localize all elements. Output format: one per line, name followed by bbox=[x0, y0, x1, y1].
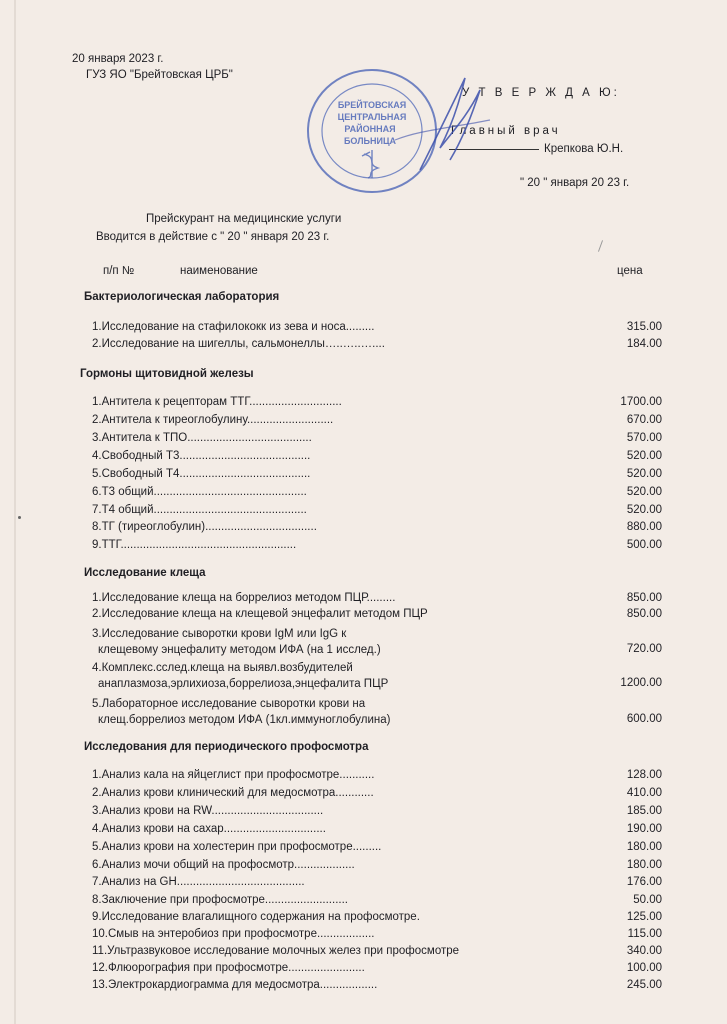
item-name: 13.Электрокардиограмма для медосмотра.................. bbox=[92, 979, 378, 991]
item-price: 1200.00 bbox=[620, 677, 662, 689]
caduceus-icon bbox=[362, 150, 378, 178]
item-name: 1.Анализ кала на яйцеглист при профосмотре........... bbox=[92, 769, 375, 781]
item-name: 9.Исследование влагалищного содержания на профосмотре. bbox=[92, 911, 420, 923]
organization-name: ГУЗ ЯО "Брейтовская ЦРБ" bbox=[86, 69, 233, 81]
item-name: 12.Флюорография при профосмотре........................ bbox=[92, 962, 365, 974]
price-item bbox=[92, 978, 662, 1006]
item-name: 10.Смыв на энтеробиоз при профосмотре.................. bbox=[92, 928, 375, 940]
item-price: 410.00 bbox=[626, 787, 662, 799]
item-price: 720.00 bbox=[626, 643, 662, 655]
item-price: 850.00 bbox=[626, 592, 662, 604]
item-price: 570.00 bbox=[626, 432, 662, 444]
item-name: 1.Исследование клеща на боррелиоз методом ПЦР......... bbox=[92, 592, 396, 604]
item-price: 500.00 bbox=[626, 539, 662, 551]
item-name: 3.Анализ крови на RW................................... bbox=[92, 805, 324, 817]
item-price: 180.00 bbox=[626, 841, 662, 853]
item-price: 520.00 bbox=[626, 486, 662, 498]
item-name: 9.ТТГ....................................................... bbox=[92, 539, 297, 551]
item-name: 8.Заключение при профосмотре.......................... bbox=[92, 894, 348, 906]
item-price: 115.00 bbox=[627, 928, 662, 940]
item-price: 880.00 bbox=[626, 521, 662, 533]
handwritten-signature bbox=[380, 70, 500, 180]
item-price: 125.00 bbox=[626, 911, 662, 923]
item-name: 3.Антитела к ТПО....................................... bbox=[92, 432, 312, 444]
item-name-continuation: анаплазмоза,эрлихиоза,боррелиоза,энцефалита ПЦР bbox=[98, 678, 389, 690]
item-name: 1.Исследование на стафилококк из зева и носа......... bbox=[92, 321, 375, 333]
item-name: 3.Исследование сыворотки крови IgM или IgG к bbox=[92, 628, 347, 640]
stamp-line-4: БОЛЬНИЦА bbox=[343, 136, 397, 146]
document-date: 20 января 2023 г. bbox=[72, 53, 164, 65]
item-name: 4.Свободный Т3......................................... bbox=[92, 450, 311, 462]
item-name: 11.Ультразвуковое исследование молочных желез при профосмотре bbox=[92, 945, 460, 957]
item-price: 176.00 bbox=[626, 876, 662, 888]
item-price: 128.00 bbox=[626, 769, 662, 781]
item-price: 520.00 bbox=[626, 450, 662, 462]
price-item bbox=[92, 627, 662, 659]
price-item bbox=[92, 538, 662, 566]
item-price: 245.00 bbox=[626, 979, 662, 991]
item-price: 600.00 bbox=[626, 713, 662, 725]
pen-mark bbox=[598, 240, 603, 252]
item-price: 315.00 bbox=[626, 321, 662, 333]
item-name: 2.Анализ крови клинический для медосмотра............ bbox=[92, 787, 374, 799]
item-price: 50.00 bbox=[633, 894, 662, 906]
approve-date: " 20 " января 20 23 г. bbox=[520, 177, 630, 189]
document-title: Прейскурант на медицинские услуги bbox=[146, 213, 342, 225]
item-name: 4.Комплекс.сслед.клеща на выявл.возбудителей bbox=[92, 662, 353, 674]
item-name: 5.Анализ крови на холестерин при профосмотре......... bbox=[92, 841, 382, 853]
item-price: 340.00 bbox=[626, 945, 662, 957]
item-name-continuation: клещ.боррелиоз методом ИФА (1кл.иммуноглобулина) bbox=[98, 714, 391, 726]
item-name: 8.ТГ (тиреоглобулин)................................... bbox=[92, 521, 317, 533]
price-item bbox=[92, 661, 662, 693]
item-price: 850.00 bbox=[626, 608, 662, 620]
item-name-continuation: клещевому энцефалиту методом ИФА (на 1 исслед.) bbox=[98, 644, 381, 656]
item-name: 2.Исследование клеща на клещевой энцефалит методом ПЦР bbox=[92, 608, 428, 620]
item-price: 185.00 bbox=[626, 805, 662, 817]
item-price: 670.00 bbox=[626, 414, 662, 426]
item-name: 2.Антитела к тиреоглобулину........................... bbox=[92, 414, 334, 426]
item-name: 7.Т4 общий................................................ bbox=[92, 504, 307, 516]
item-name: 5.Лабораторное исследование сыворотки крови на bbox=[92, 698, 366, 710]
item-name: 5.Свободный Т4......................................... bbox=[92, 468, 311, 480]
item-price: 100.00 bbox=[626, 962, 662, 974]
price-item bbox=[92, 697, 662, 729]
document-subtitle: Вводится в действие с " 20 " января 20 23 г. bbox=[96, 231, 330, 243]
section-title: Гормоны щитовидной железы bbox=[80, 368, 254, 380]
section-title: Бактериологическая лаборатория bbox=[84, 291, 280, 303]
column-price-header: цена bbox=[617, 265, 643, 277]
section-title: Исследования для периодического профосмотра bbox=[84, 741, 369, 753]
price-item bbox=[92, 337, 662, 365]
section-title: Исследование клеща bbox=[84, 567, 206, 579]
item-price: 520.00 bbox=[626, 504, 662, 516]
approve-heading: У Т В Е Р Ж Д А Ю: bbox=[462, 87, 620, 99]
item-name: 6.Анализ мочи общий на профосмотр................... bbox=[92, 859, 355, 871]
column-name-header: наименование bbox=[180, 265, 258, 277]
page-edge-shadow bbox=[14, 0, 16, 1024]
item-name: 4.Анализ крови на сахар................................ bbox=[92, 823, 326, 835]
item-price: 520.00 bbox=[626, 468, 662, 480]
item-name: 7.Анализ на GH........................................ bbox=[92, 876, 305, 888]
column-number-header: п/п № bbox=[103, 265, 135, 277]
scan-speck bbox=[18, 516, 21, 519]
head-position: Главный врач bbox=[451, 125, 561, 137]
head-name: Крепкова Ю.Н. bbox=[544, 143, 624, 155]
stamp-line-1: БРЕЙТОВСКАЯ bbox=[337, 100, 407, 110]
stamp-line-2: ЦЕНТРАЛЬНАЯ bbox=[337, 112, 407, 122]
item-price: 180.00 bbox=[626, 859, 662, 871]
item-name: 2.Исследование на шигеллы, сальмонеллы…..…..….... bbox=[92, 338, 385, 350]
item-name: 1.Антитела к рецепторам ТТГ............................. bbox=[92, 396, 342, 408]
item-price: 1700.00 bbox=[620, 396, 662, 408]
item-price: 184.00 bbox=[626, 338, 662, 350]
item-name: 6.Т3 общий................................................ bbox=[92, 486, 307, 498]
stamp-line-3: РАЙОННАЯ bbox=[344, 124, 396, 134]
item-price: 190.00 bbox=[626, 823, 662, 835]
